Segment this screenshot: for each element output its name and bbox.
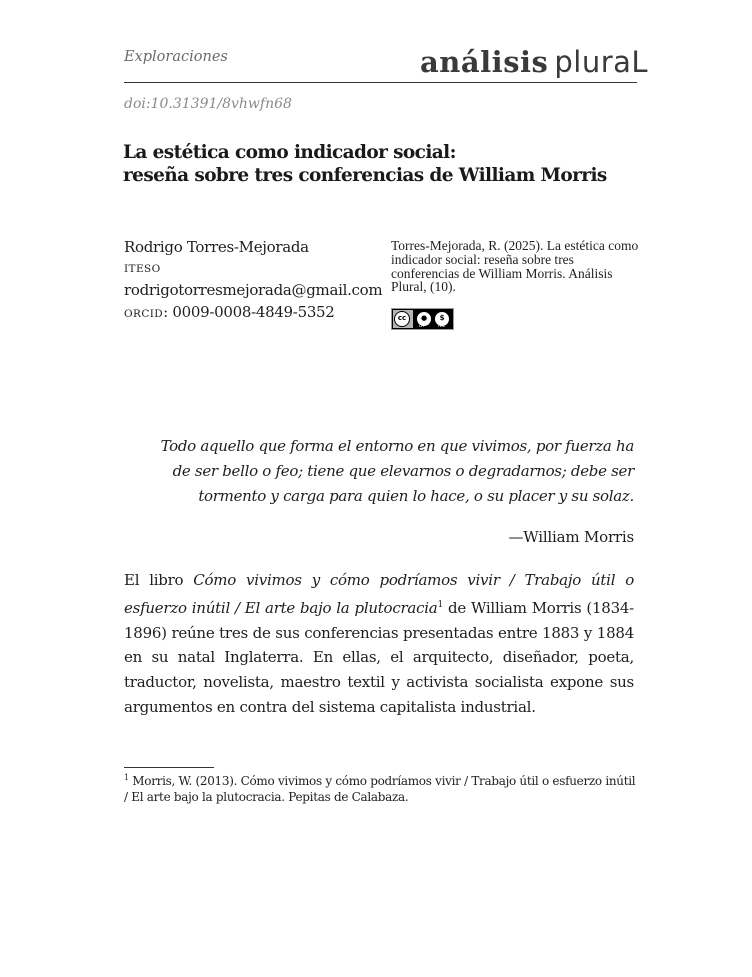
footnote — [124, 770, 636, 805]
doi-link[interactable]: doi:10.31391/8vhwfn68 — [124, 96, 292, 112]
title-line-2: reseña sobre tres conferencias de William Morris — [123, 165, 607, 186]
header-divider — [124, 82, 637, 83]
author-email[interactable]: rodrigotorresmejorada@gmail.com — [124, 281, 383, 299]
cc-icon: cc — [394, 311, 410, 327]
article-title — [123, 141, 643, 187]
footnote-number: 1 — [124, 773, 129, 782]
author-block — [124, 237, 389, 325]
by-icon: ● — [416, 311, 432, 327]
cc-license-badge[interactable] — [391, 308, 454, 330]
nc-icon: $ — [434, 311, 450, 327]
epigraph-quote: Todo aquello que forma el entorno en que vivimos, por fuerza ha de ser bello o feo; tiene que elevarnos o degradarnos; debe ser tormento y carga para quien lo hace, o su placer y su solaz. — [160, 437, 634, 505]
author-name: Rodrigo Torres-Mejorada — [124, 238, 309, 256]
logo-word-plural: pluraL — [554, 45, 649, 79]
author-orcid[interactable] — [124, 302, 389, 326]
journal-logo — [420, 44, 648, 80]
body-intro: El libro — [124, 571, 194, 589]
book-title: Cómo vivimos y cómo podríamos vivir / Trabajo útil o esfuerzo inútil / El arte bajo la plutocracia — [124, 571, 634, 617]
nc-label: NC — [438, 323, 446, 329]
by-label: BY — [419, 323, 426, 329]
orcid-label: ORCID — [124, 307, 164, 320]
section-label: Exploraciones — [124, 49, 228, 65]
footnote-divider — [124, 767, 214, 768]
orcid-id: : 0009-0008-4849-5352 — [163, 302, 335, 321]
author-affiliation: ITESO — [124, 262, 161, 275]
footnote-ref[interactable]: 1 — [437, 599, 443, 610]
epigraph-attribution: —William Morris — [508, 528, 634, 546]
citation-block: Torres-Mejorada, R. (2025). La estética como indicador social: reseña sobre tres conferencias de William Morris. Análisis Plural, (10). — [391, 238, 639, 295]
title-line-1: La estética como indicador social: — [123, 142, 456, 163]
body-paragraph — [124, 568, 634, 720]
logo-word-analisis: análisis — [420, 45, 549, 79]
footnote-text: Morris, W. (2013). Cómo vivimos y cómo podríamos vivir / Trabajo útil o esfuerzo inútil / El arte bajo la plutocracia. Pepitas de Calabaza. — [124, 774, 636, 804]
body-rest: de William Morris (1834-1896) reúne tres de sus conferencias presentadas entre 1883 y 1884 en su natal Inglaterra. En ellas, el arquitecto, diseñador, poeta, traductor, novelista, maestro textil y activista socialista expone sus argumentos en contra del sistema capitalista industrial. — [124, 598, 634, 716]
